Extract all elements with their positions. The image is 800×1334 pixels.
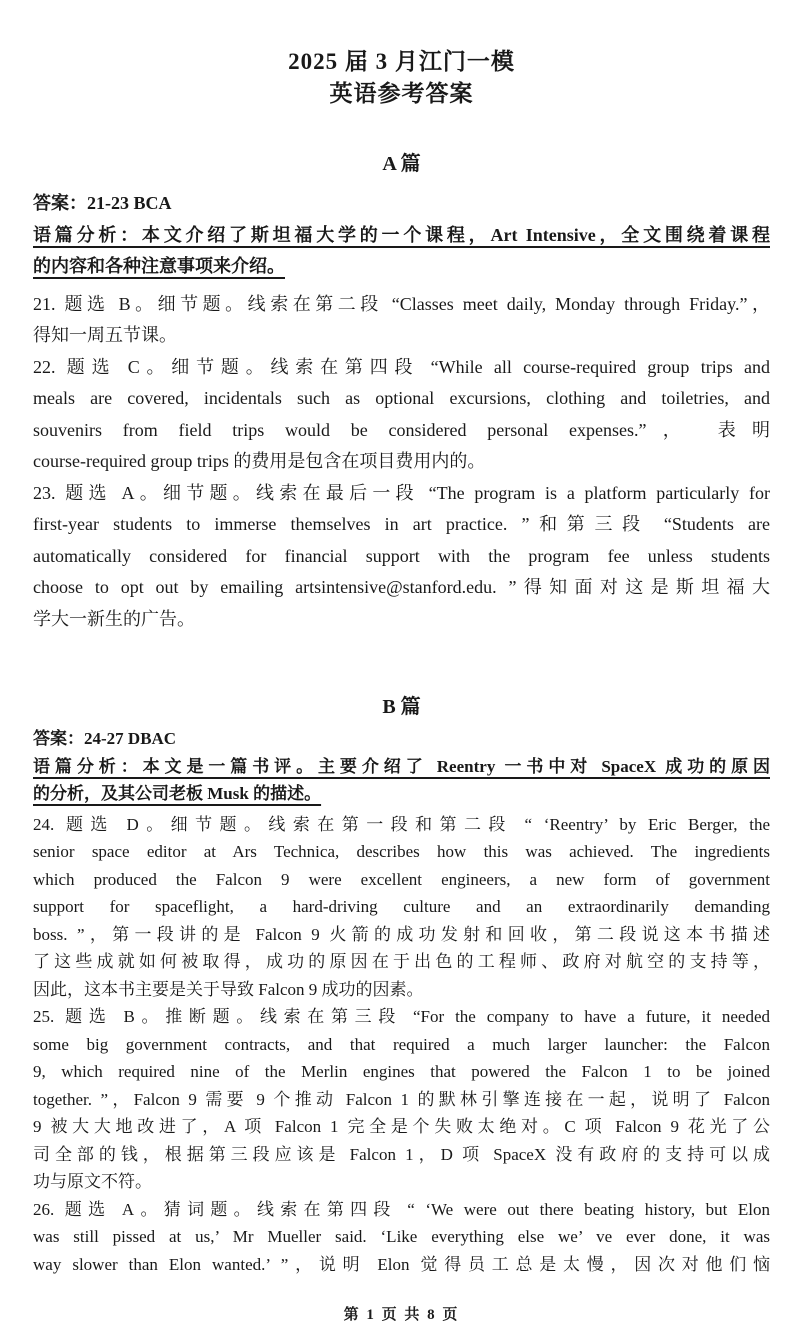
text-line: meals are covered, incidentals such as optional excursions, clothing and toiletries, and — [33, 388, 770, 408]
question-23-explanation — [33, 478, 770, 636]
text-line: 25. 题选 B。推断题。线索在第三段 “For the company to have a future, it needed — [33, 1007, 770, 1026]
text-line: 功与原文不符。 — [33, 1172, 152, 1191]
question-26-explanation — [33, 1196, 770, 1279]
text-line: souvenirs from field trips would be considered personal expenses.”， 表明 — [33, 419, 770, 440]
text-line: some big government contracts, and that required a much larger launcher: the Falcon — [33, 1034, 770, 1054]
text-line: which produced the Falcon 9 were excellent engineers, a new form of government — [33, 869, 770, 889]
answer-key-a: 答案：21-23 BCA — [33, 193, 172, 213]
discourse-analysis-b — [33, 753, 770, 808]
text-line: 因此，这本书主要是关于导致 Falcon 9 成功的因素。 — [33, 979, 424, 999]
text-line: 司全部的钱，根据第三段应该是 Falcon 1，D 项 SpaceX 没有政府的支持可以成 — [33, 1144, 770, 1164]
text-line: senior space editor at Ars Technica, describes how this was achieved. The ingredients — [33, 842, 770, 861]
page-number: 第 1 页 共 8 页 — [343, 1307, 460, 1323]
question-22-explanation — [33, 352, 770, 478]
text-line: support for spaceflight, a hard-driving culture and an extraordinarily demanding — [33, 897, 770, 916]
text-line: 24. 题选 D。细节题。线索在第一段和第二段 “ ‘Reentry’ by Eric Berger, the — [33, 814, 770, 834]
section-heading-a: A 篇 — [382, 153, 421, 175]
page-content — [0, 46, 800, 1324]
text-line: 得知一周五节课。 — [33, 325, 177, 345]
text-line: 的分析，及其公司老板 Musk 的描述。 — [33, 784, 322, 803]
discourse-analysis-a — [33, 220, 770, 283]
section-a-body — [33, 188, 770, 635]
question-21-explanation — [33, 289, 770, 352]
answer-key-b: 答案：24-27 DBAC — [33, 729, 177, 748]
text-line: first-year students to immerse themselves in art practice. ”和第三段 “Students are — [33, 514, 770, 534]
text-line: 21. 题选 B。细节题。线索在第二段 “Classes meet daily, Monday through Friday.”， — [33, 293, 770, 314]
text-line: 23. 题选 A。细节题。线索在最后一段 “The program is a platform particularly for — [33, 482, 770, 503]
text-line: 的内容和各种注意事项来介绍。 — [33, 256, 285, 276]
text-line: boss. ”，第一段讲的是 Falcon 9 火箭的成功发射和回收，第二段说这本书描述 — [33, 924, 770, 944]
text-line: choose to opt out by emailing artsintensive@stanford.edu. ”得知面对这是斯坦福大 — [33, 577, 770, 597]
text-line: 9, which required nine of the Merlin engines that powered the Falcon 1 to be joined — [33, 1062, 770, 1081]
text-line: 26. 题选 A。猜词题。线索在第四段 “ ‘We were out there beating history, but Elon — [33, 1199, 770, 1219]
text-line: automatically considered for financial support with the program fee unless students — [33, 545, 770, 566]
section-b-body — [33, 725, 770, 1278]
text-line: course-required group trips 的费用是包含在项目费用内的。 — [33, 451, 486, 471]
text-line: 学大一新生的广告。 — [33, 608, 195, 629]
text-line: 9 被大大地改进了，A 项 Falcon 1 完全是个失败太绝对。C 项 Falcon 9 花光了公 — [33, 1117, 770, 1136]
text-line: 了这些成就如何被取得，成功的原因在于出色的工程师、政府对航空的支持等， — [33, 952, 770, 971]
question-25-explanation — [33, 1003, 770, 1196]
text-line: way slower than Elon wanted.’ ”，说明 Elon 觉得员工总是太慢，因次对他们恼 — [33, 1254, 770, 1274]
question-24-explanation — [33, 811, 770, 1004]
text-line: 语篇分析：本文是一篇书评。主要介绍了 Reentry 一书中对 SpaceX 成功的原因 — [33, 756, 770, 776]
exam-subtitle: 英语参考答案 — [329, 81, 474, 106]
text-line: 语篇分析：本文介绍了斯坦福大学的一个课程，Art Intensive，全文围绕着课程 — [33, 224, 770, 245]
exam-title: 2025 届 3 月江门一模 — [288, 49, 515, 74]
text-line: 22. 题选 C。细节题。线索在第四段 “While all course-required group trips and — [33, 356, 770, 377]
text-line: was still pissed at us,’ Mr Mueller said. ‘Like everything else we’ ve ever done, it was — [33, 1227, 770, 1246]
section-heading-b: B 篇 — [382, 696, 421, 718]
text-line: together. ”，Falcon 9 需要 9 个推动 Falcon 1 的默林引擎连接在一起，说明了 Falcon — [33, 1089, 770, 1109]
